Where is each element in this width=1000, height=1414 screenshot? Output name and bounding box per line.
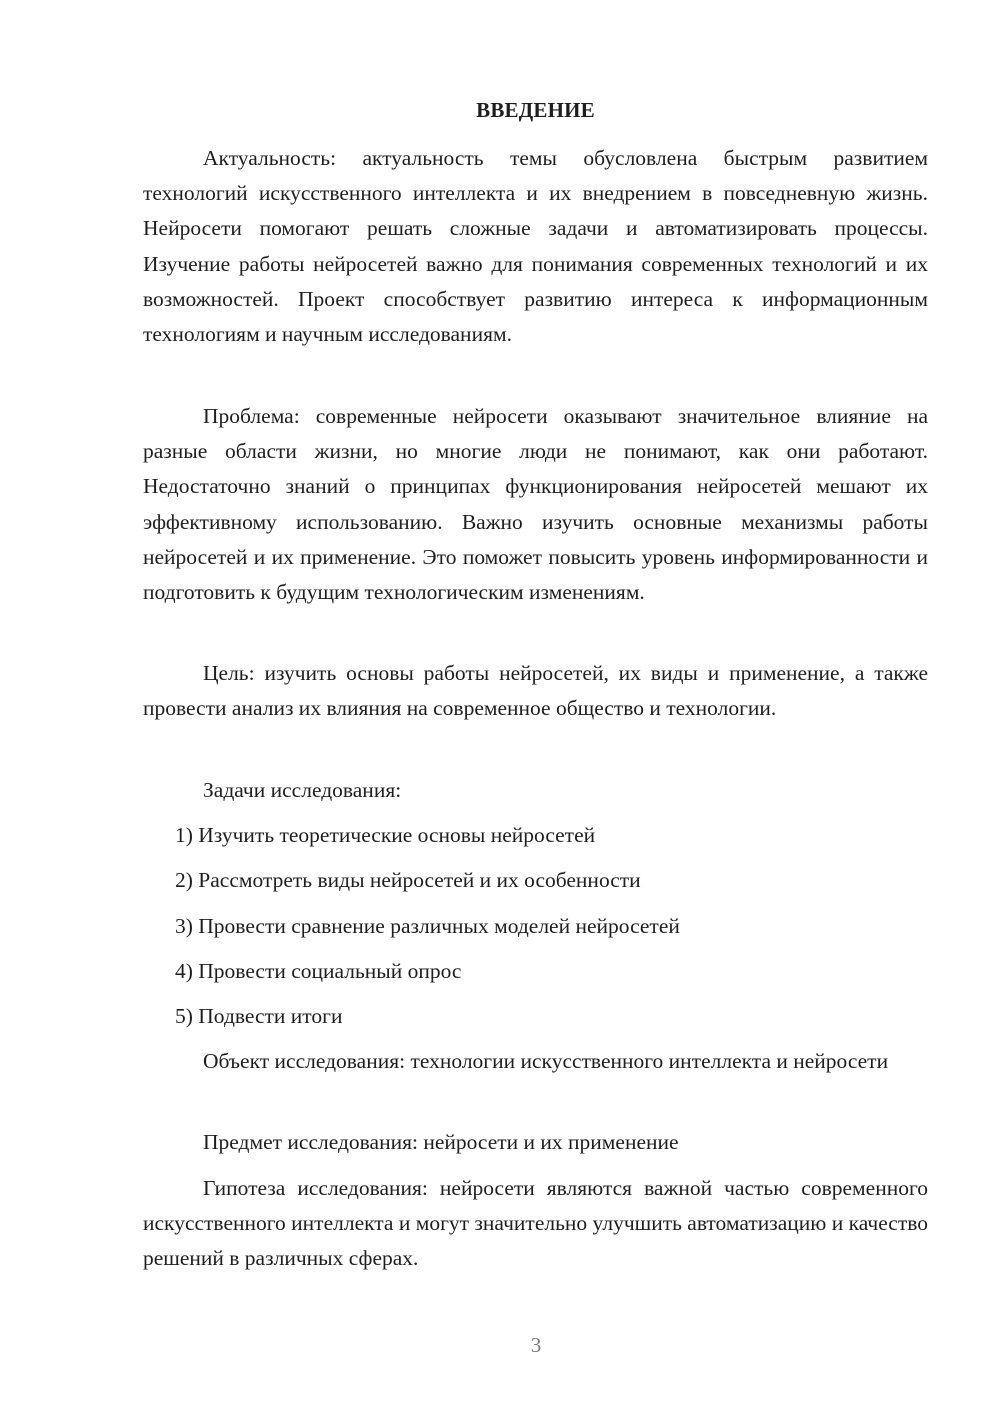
task-item-5: 5) Подвести итоги xyxy=(175,1004,343,1028)
paragraph-object: Объект исследования: технологии искусственного интеллекта и нейросети xyxy=(203,1049,889,1073)
paragraph-relevance: Актуальность: актуальность темы обусловлена быстрым развитием технологий искусственного интеллекта и их внедрением в повседневную жизнь. Нейросети помогают решать сложные задачи и автоматизировать процессы. Изучение работы нейросетей важно для понимания современных технологий и их возможностей. Проект способствует развитию интереса к информационным технологиям и научным исследованиям. xyxy=(143,146,928,347)
paragraph-hypothesis: Гипотеза исследования: нейросети являются важной частью современного искусственного интеллекта и могут значительно улучшить автоматизацию и качество решений в различных сферах. xyxy=(143,1176,928,1271)
task-item-2: 2) Рассмотреть виды нейросетей и их особенности xyxy=(175,868,641,892)
paragraph-subject: Предмет исследования: нейросети и их применение xyxy=(203,1130,679,1154)
task-item-3: 3) Провести сравнение различных моделей нейросетей xyxy=(175,914,680,938)
page-number: 3 xyxy=(530,1333,542,1357)
paragraph-problem: Проблема: современные нейросети оказывают значительное влияние на разные области жизни, но многие люди не понимают, как они работают. Недостаточно знаний о принципах функционирования нейросетей мешают их эффективному использованию. Важно изучить основные механизмы работы нейросетей и их применение. Это поможет повысить уровень информированности и подготовить к будущим технологическим изменениям. xyxy=(143,404,928,605)
task-item-1: 1) Изучить теоретические основы нейросетей xyxy=(175,823,596,847)
task-item-4: 4) Провести социальный опрос xyxy=(175,959,462,983)
tasks-heading: Задачи исследования: xyxy=(203,778,402,802)
paragraph-goal: Цель: изучить основы работы нейросетей, их виды и применение, а также провести анализ их влияния на современное общество и технологии. xyxy=(143,661,928,721)
section-title: ВВЕДЕНИЕ xyxy=(476,98,595,122)
